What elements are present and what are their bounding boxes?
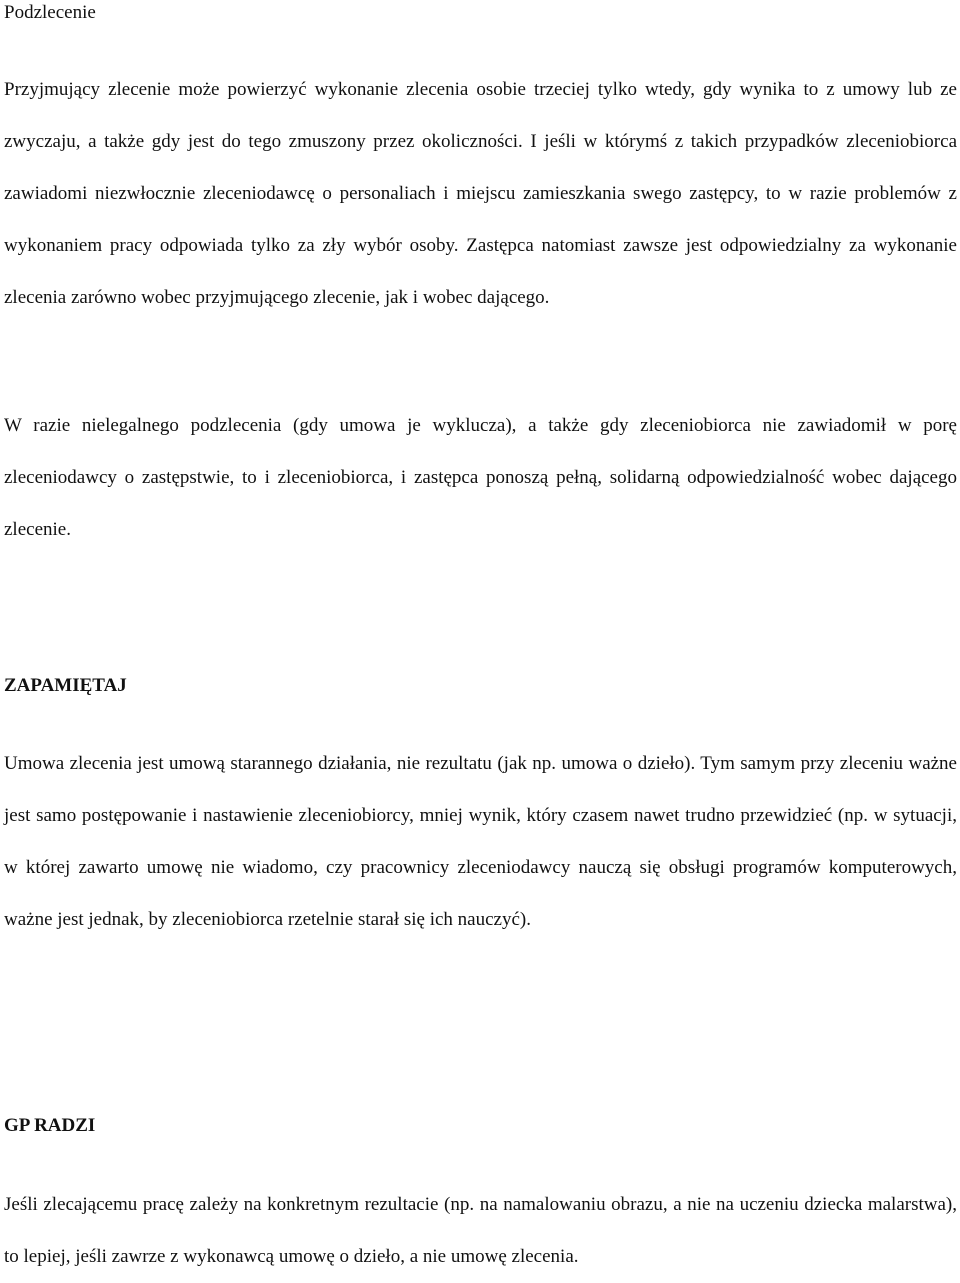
heading-remember: ZAPAMIĘTAJ: [4, 675, 127, 696]
heading-gp-advises: GP RADZI: [4, 1115, 96, 1136]
paragraph-remember: Umowa zlecenia jest umową starannego działania, nie rezultatu (jak np. umowa o dzieło). Tym samym przy zleceniu ważne jest samo postępowanie i nastawienie zleceniobiorcy, mniej wynik, który czasem nawet trudno przewidzieć (np. w sytuacji, w której zawarto umowę nie wiadomo, czy pracownicy zleceniodawcy nauczą się obsługi programów komputerowych, ważne jest jednak, by zleceniobiorca rzetelnie starał się ich nauczyć).: [4, 753, 957, 930]
paragraph-illegal-subcontracting: W razie nielegalnego podzlecenia (gdy umowa je wyklucza), a także gdy zleceniobiorca nie zawiadomił w porę zleceniodawcy o zastępstwie, to i zleceniobiorca, i zastępca ponoszą pełną, solidarną odpowiedzialność wobec dającego zlecenie.: [4, 415, 957, 540]
document-title: Podzlecenie: [4, 2, 96, 23]
paragraph-subcontracting: Przyjmujący zlecenie może powierzyć wykonanie zlecenia osobie trzeciej tylko wtedy, gdy wynika to z umowy lub ze zwyczaju, a także gdy jest do tego zmuszony przez okoliczności. I jeśli w którymś z takich przypadków zleceniobiorca zawiadomi niezwłocznie zleceniodawcę o personaliach i miejscu zamieszkania swego zastępcy, to w razie problemów z wykonaniem pracy odpowiada tylko za zły wybór osoby. Zastępca natomiast zawsze jest odpowiedzialny za wykonanie zlecenia zarówno wobec przyjmującego zlecenie, jak i wobec dającego.: [4, 79, 957, 308]
paragraph-gp-advises: Jeśli zlecającemu pracę zależy na konkretnym rezultacie (np. na namalowaniu obrazu, a nie na uczeniu dziecka malarstwa), to lepiej, jeśli zawrze z wykonawcą umowę o dzieło, a nie umowę zlecenia.: [4, 1194, 957, 1267]
